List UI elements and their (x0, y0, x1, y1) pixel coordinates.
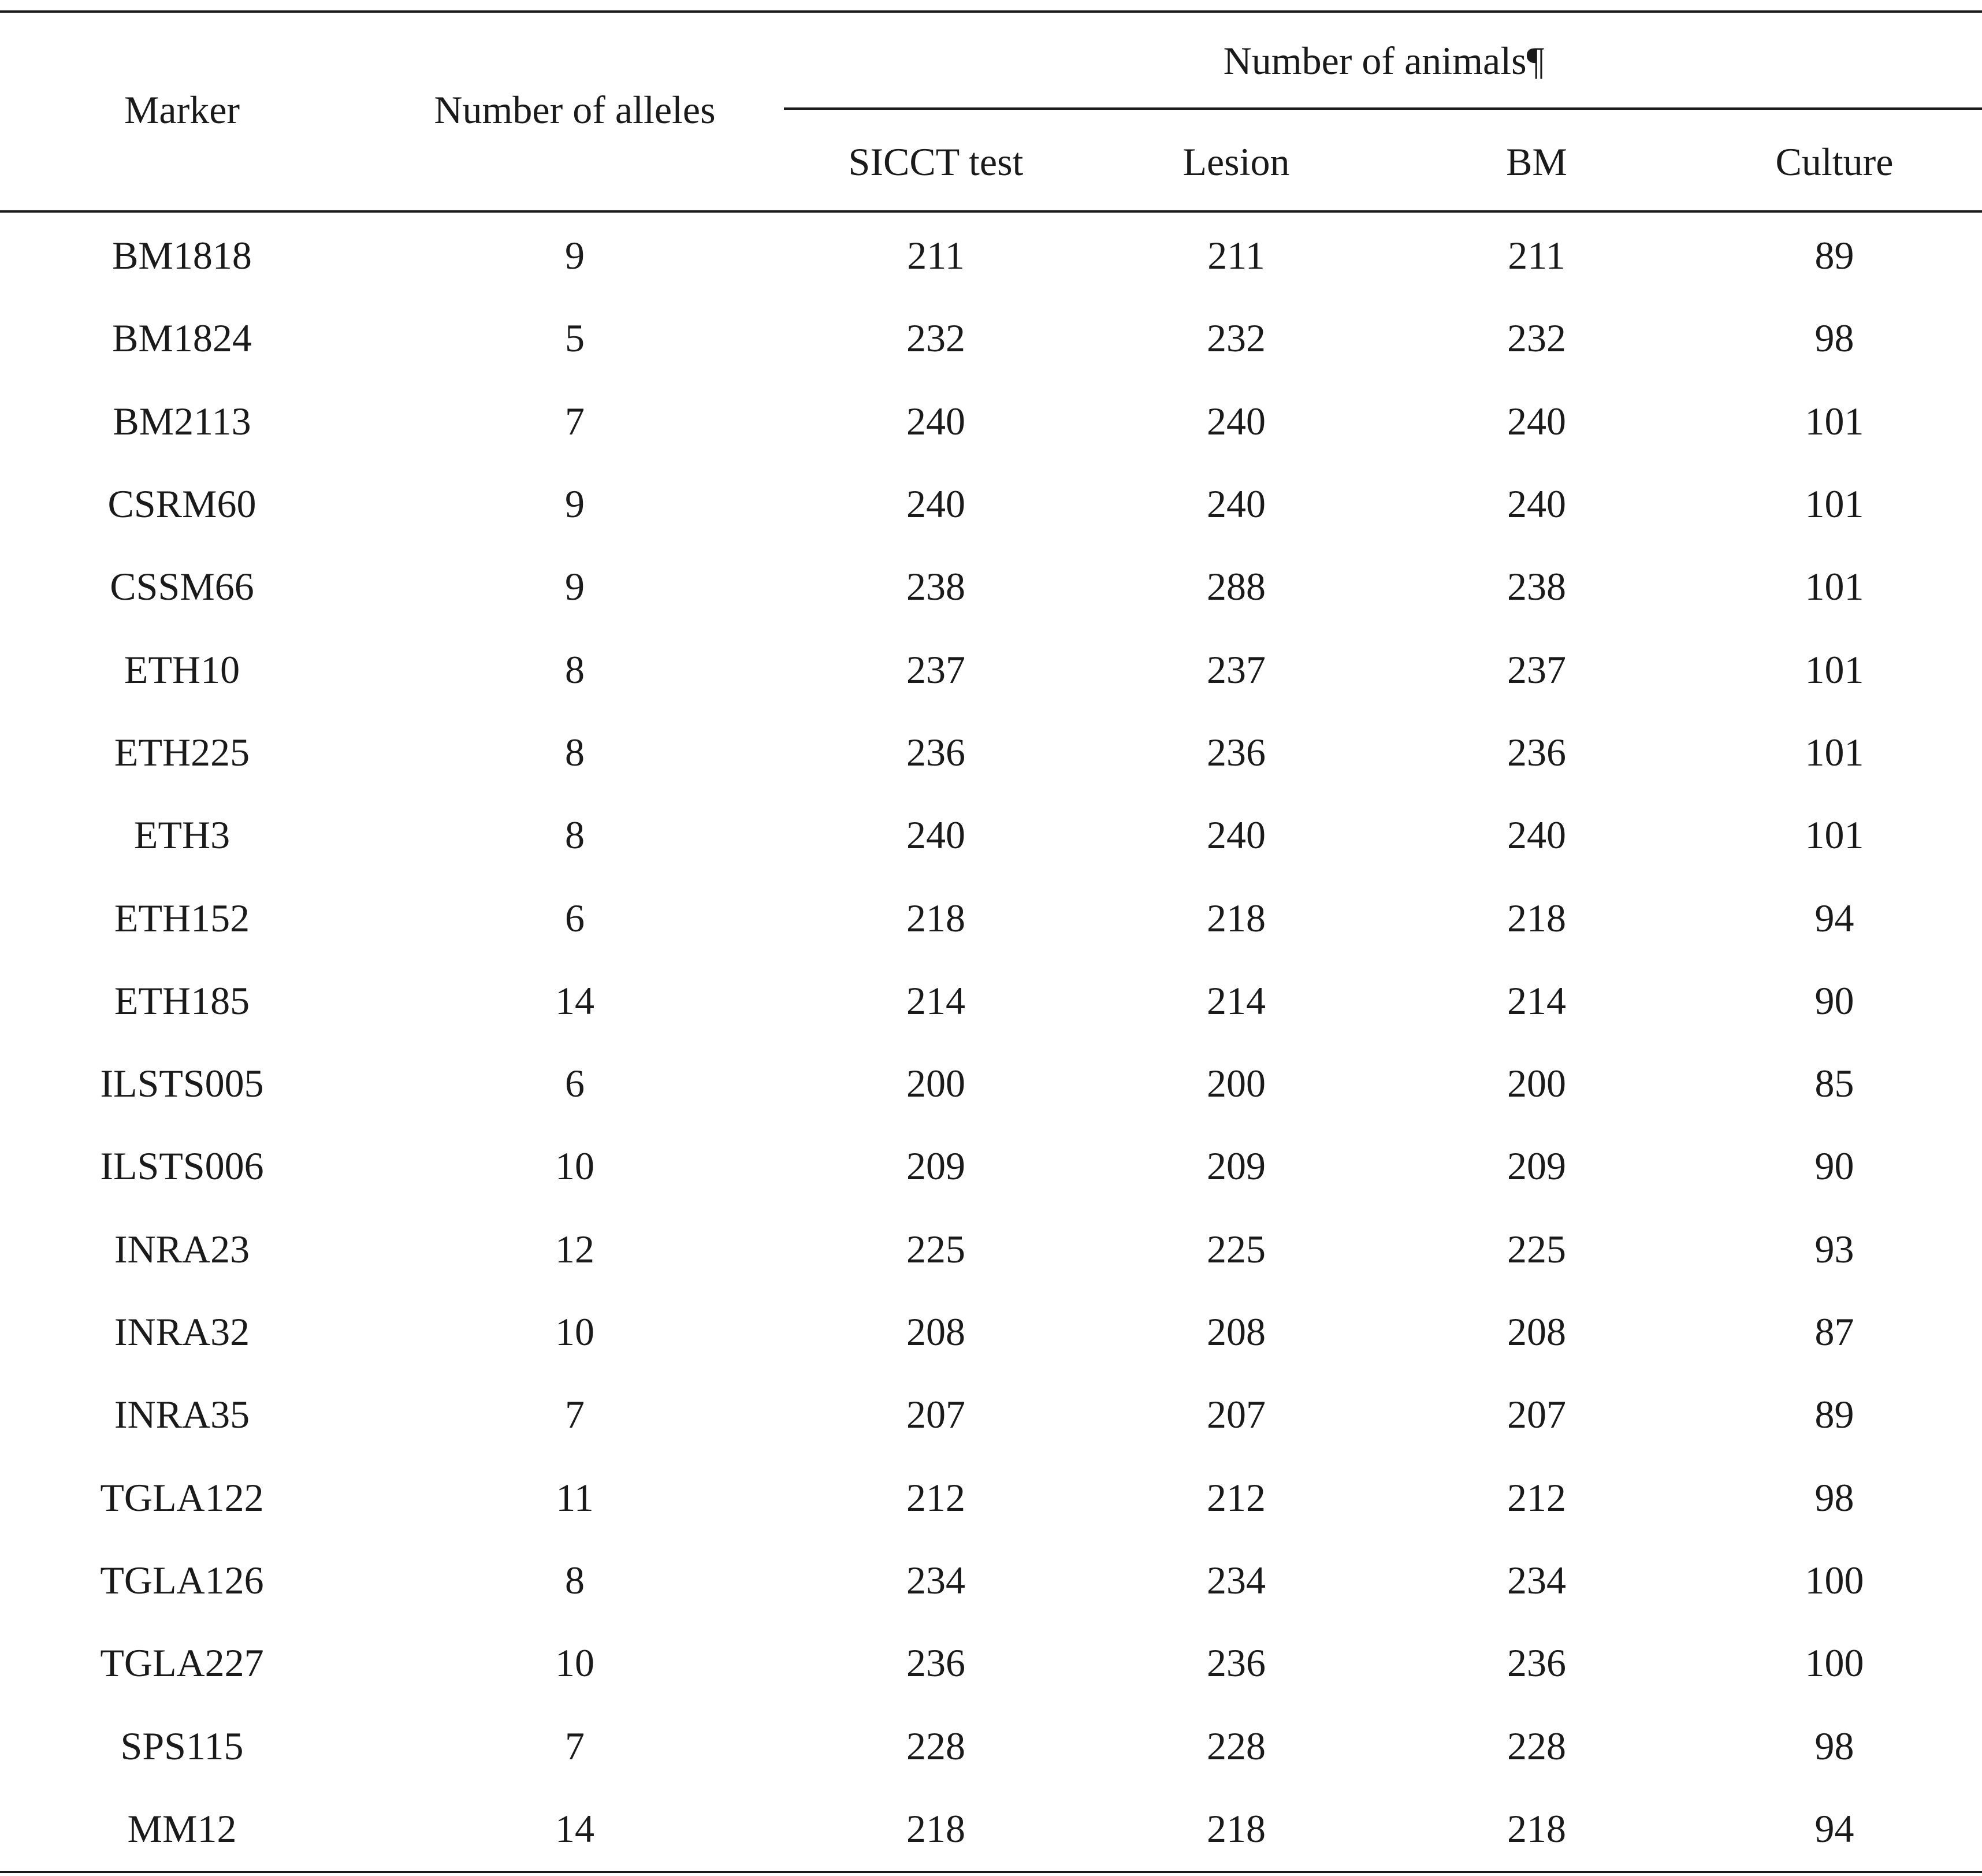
cell-number-of-alleles: 11 (556, 1476, 594, 1520)
cell-lesion: 240 (1207, 482, 1266, 526)
cell-culture: 101 (1805, 648, 1864, 692)
cell-culture: 100 (1805, 1641, 1864, 1685)
cell-number-of-alleles: 10 (555, 1310, 594, 1354)
cell-lesion: 228 (1207, 1724, 1266, 1768)
header-bm: BM (1506, 140, 1567, 184)
cell-sicct-test: 214 (906, 979, 965, 1023)
cell-sicct-test: 240 (906, 399, 965, 443)
table-top-rule (0, 10, 1982, 13)
cell-bm: 218 (1507, 1807, 1566, 1851)
cell-bm: 232 (1507, 316, 1566, 360)
table-row (0, 463, 1982, 544)
cell-culture: 85 (1814, 1061, 1854, 1105)
cell-bm: 200 (1507, 1061, 1566, 1105)
cell-sicct-test: 209 (906, 1144, 965, 1188)
header-sicct-test: SICCT test (848, 140, 1024, 184)
table-row (0, 1209, 1982, 1290)
table-row (0, 1457, 1982, 1538)
cell-lesion: 240 (1207, 813, 1266, 857)
table-row (0, 381, 1982, 462)
cell-culture: 98 (1814, 316, 1854, 360)
header-number-of-animals: Number of animals¶ (1223, 39, 1545, 83)
cell-marker: MM12 (127, 1807, 237, 1851)
cell-sicct-test: 200 (906, 1061, 965, 1105)
cell-bm: 236 (1507, 1641, 1566, 1685)
cell-bm: 228 (1507, 1724, 1566, 1768)
cell-marker: ILSTS005 (100, 1061, 264, 1105)
header-culture: Culture (1775, 140, 1894, 184)
cell-culture: 90 (1814, 1144, 1854, 1188)
cell-bm: 212 (1507, 1476, 1566, 1520)
cell-number-of-alleles: 7 (565, 1724, 585, 1768)
cell-lesion: 212 (1207, 1476, 1266, 1520)
cell-culture: 101 (1805, 813, 1864, 857)
table-row (0, 712, 1982, 793)
cell-marker: ETH10 (124, 648, 240, 692)
cell-lesion: 207 (1207, 1392, 1266, 1436)
table-bottom-rule (0, 1871, 1982, 1873)
cell-number-of-alleles: 10 (555, 1641, 594, 1685)
cell-bm: 240 (1507, 399, 1566, 443)
table-row (0, 878, 1982, 959)
cell-sicct-test: 225 (906, 1227, 965, 1271)
cell-bm: 234 (1507, 1558, 1566, 1602)
header-bottom-rule (0, 210, 1982, 213)
cell-sicct-test: 236 (906, 1641, 965, 1685)
cell-lesion: 200 (1207, 1061, 1266, 1105)
cell-culture: 101 (1805, 564, 1864, 608)
cell-number-of-alleles: 12 (555, 1227, 594, 1271)
cell-lesion: 211 (1207, 233, 1265, 277)
cell-sicct-test: 208 (906, 1310, 965, 1354)
header-number-of-alleles: Number of alleles (434, 88, 716, 132)
table-row (0, 1622, 1982, 1703)
cell-lesion: 208 (1207, 1310, 1266, 1354)
cell-marker: CSSM66 (110, 564, 254, 608)
cell-culture: 98 (1814, 1476, 1854, 1520)
cell-sicct-test: 236 (906, 730, 965, 774)
cell-culture: 89 (1814, 233, 1854, 277)
cell-lesion: 214 (1207, 979, 1266, 1023)
cell-sicct-test: 234 (906, 1558, 965, 1602)
cell-marker: BM1818 (112, 233, 252, 277)
cell-number-of-alleles: 9 (565, 564, 585, 608)
cell-number-of-alleles: 5 (565, 316, 585, 360)
table-row (0, 1043, 1982, 1124)
cell-marker: BM2113 (113, 399, 251, 443)
cell-number-of-alleles: 14 (555, 1807, 594, 1851)
cell-marker: ETH152 (114, 896, 250, 940)
cell-lesion: 218 (1207, 896, 1266, 940)
cell-lesion: 225 (1207, 1227, 1266, 1271)
cell-bm: 207 (1507, 1392, 1566, 1436)
cell-bm: 225 (1507, 1227, 1566, 1271)
cell-bm: 218 (1507, 896, 1566, 940)
cell-sicct-test: 207 (906, 1392, 965, 1436)
cell-sicct-test: 240 (906, 482, 965, 526)
cell-sicct-test: 237 (906, 648, 965, 692)
cell-sicct-test: 212 (906, 1476, 965, 1520)
cell-number-of-alleles: 9 (565, 482, 585, 526)
cell-number-of-alleles: 9 (565, 233, 585, 277)
cell-culture: 101 (1805, 482, 1864, 526)
cell-lesion: 209 (1207, 1144, 1266, 1188)
header-lesion: Lesion (1182, 140, 1290, 184)
cell-number-of-alleles: 6 (565, 896, 585, 940)
cell-bm: 240 (1507, 482, 1566, 526)
cell-number-of-alleles: 8 (565, 1558, 585, 1602)
cell-bm: 214 (1507, 979, 1566, 1023)
table-row (0, 1374, 1982, 1455)
cell-lesion: 236 (1207, 1641, 1266, 1685)
cell-culture: 89 (1814, 1392, 1854, 1436)
cell-number-of-alleles: 14 (555, 979, 594, 1023)
cell-marker: TGLA122 (100, 1476, 264, 1520)
table-row (0, 1291, 1982, 1372)
cell-marker: ETH3 (133, 813, 230, 857)
header-marker: Marker (124, 88, 240, 132)
cell-sicct-test: 240 (906, 813, 965, 857)
cell-marker: INRA32 (114, 1310, 250, 1354)
cell-number-of-alleles: 8 (565, 730, 585, 774)
cell-culture: 101 (1805, 399, 1864, 443)
cell-culture: 100 (1805, 1558, 1864, 1602)
cell-number-of-alleles: 8 (565, 813, 585, 857)
cell-culture: 94 (1814, 1807, 1854, 1851)
cell-sicct-test: 211 (907, 233, 965, 277)
table-row (0, 1540, 1982, 1621)
cell-culture: 101 (1805, 730, 1864, 774)
cell-bm: 208 (1507, 1310, 1566, 1354)
cell-marker: CSRM60 (107, 482, 256, 526)
table-row (0, 794, 1982, 875)
cell-marker: TGLA227 (100, 1641, 264, 1685)
table-row (0, 1788, 1982, 1869)
cell-number-of-alleles: 7 (565, 1392, 585, 1436)
cell-culture: 98 (1814, 1724, 1854, 1768)
cell-sicct-test: 228 (906, 1724, 965, 1768)
cell-lesion: 240 (1207, 399, 1266, 443)
cell-bm: 211 (1508, 233, 1565, 277)
cell-marker: SPS115 (120, 1724, 244, 1768)
cell-lesion: 288 (1207, 564, 1266, 608)
cell-number-of-alleles: 7 (565, 399, 585, 443)
cell-sicct-test: 232 (906, 316, 965, 360)
cell-culture: 94 (1814, 896, 1854, 940)
cell-bm: 238 (1507, 564, 1566, 608)
table-row (0, 215, 1982, 296)
cell-lesion: 237 (1207, 648, 1266, 692)
table-row (0, 546, 1982, 627)
cell-sicct-test: 218 (906, 896, 965, 940)
cell-bm: 237 (1507, 648, 1566, 692)
cell-lesion: 218 (1207, 1807, 1266, 1851)
cell-marker: INRA35 (114, 1392, 250, 1436)
cell-lesion: 236 (1207, 730, 1266, 774)
cell-number-of-alleles: 8 (565, 648, 585, 692)
cell-culture: 87 (1814, 1310, 1854, 1354)
table-row (0, 629, 1982, 710)
cell-bm: 236 (1507, 730, 1566, 774)
table-row (0, 1706, 1982, 1786)
cell-marker: INRA23 (114, 1227, 250, 1271)
cell-sicct-test: 238 (906, 564, 965, 608)
cell-bm: 240 (1507, 813, 1566, 857)
cell-lesion: 234 (1207, 1558, 1266, 1602)
cell-marker: ETH225 (114, 730, 250, 774)
table-row (0, 1125, 1982, 1206)
cell-marker: BM1824 (112, 316, 252, 360)
cell-sicct-test: 218 (906, 1807, 965, 1851)
cell-number-of-alleles: 10 (555, 1144, 594, 1188)
cell-marker: ILSTS006 (100, 1144, 264, 1188)
table-row (0, 960, 1982, 1041)
table-row (0, 298, 1982, 378)
cell-culture: 90 (1814, 979, 1854, 1023)
group-header-rule (784, 107, 1982, 110)
cell-bm: 209 (1507, 1144, 1566, 1188)
cell-marker: TGLA126 (100, 1558, 264, 1602)
cell-marker: ETH185 (114, 979, 250, 1023)
cell-culture: 93 (1814, 1227, 1854, 1271)
cell-number-of-alleles: 6 (565, 1061, 585, 1105)
cell-lesion: 232 (1207, 316, 1266, 360)
